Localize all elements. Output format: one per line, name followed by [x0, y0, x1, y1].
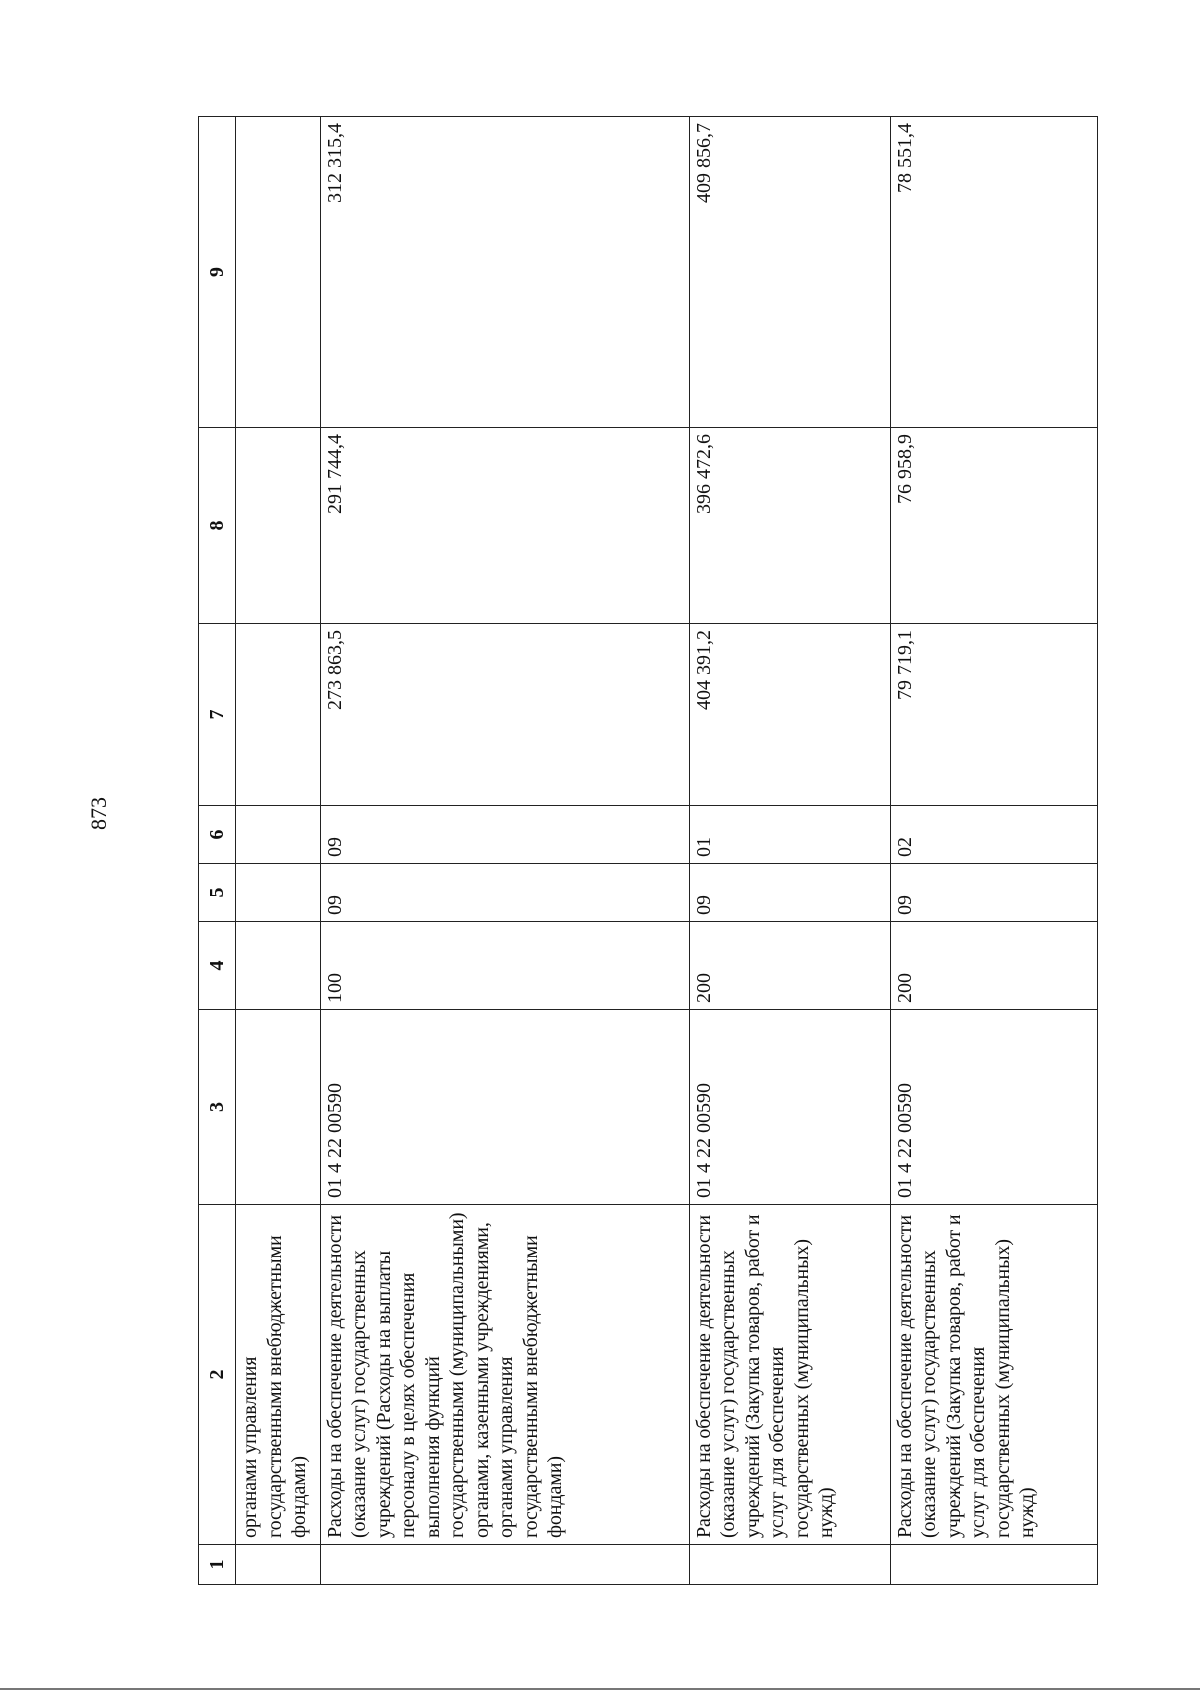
budget-table: [198, 116, 1098, 1585]
table-cell-value: 312 315,4: [320, 117, 689, 428]
table-cell-value: 409 856,7: [689, 117, 890, 428]
table-row: [236, 117, 321, 1585]
column-header: 9: [199, 117, 236, 428]
table-cell: [890, 1545, 1097, 1585]
table-row: [320, 117, 689, 1585]
column-header: 8: [199, 428, 236, 624]
table-cell-value: 78 551,4: [890, 117, 1097, 428]
table-cell: [689, 1545, 890, 1585]
table-cell: 09: [320, 864, 689, 922]
column-header: 2: [199, 1205, 236, 1545]
table-cell-code: 01 4 22 00590: [320, 1010, 689, 1205]
scan-edge-line: [0, 1688, 1200, 1690]
column-header: 1: [199, 1545, 236, 1585]
column-header: 4: [199, 922, 236, 1010]
page-number: 873: [86, 797, 111, 830]
table-cell-value: 404 391,2: [689, 624, 890, 806]
table-cell: 200: [689, 922, 890, 1010]
table-cell: 09: [320, 806, 689, 864]
table-row: [689, 117, 890, 1585]
table-cell-value: 273 863,5: [320, 624, 689, 806]
table-cell-value: 76 958,9: [890, 428, 1097, 624]
table-cell-code: 01 4 22 00590: [689, 1010, 890, 1205]
table-cell: [236, 922, 321, 1010]
table-cell-description: Расходы на обеспечение деятельности (оказание услуг) государственных учреждений (Расходы на выплаты персоналу в целях обеспечения выполнения функций государственными (муниципальными) органами, казенными учреждениями, органами управления государственными внебюджетными фондами): [320, 1205, 689, 1545]
table-cell-description: Расходы на обеспечение деятельности (оказание услуг) государственных учреждений (Закупка товаров, работ и услуг для обеспечения государственных (муниципальных) нужд): [890, 1205, 1097, 1545]
table-cell-code: [236, 1010, 321, 1205]
table-cell: 01: [689, 806, 890, 864]
table-cell: 09: [890, 864, 1097, 922]
table-cell-description: органами управления государственными внебюджетными фондами): [236, 1205, 321, 1545]
table-cell-value: [236, 624, 321, 806]
table-cell: 200: [890, 922, 1097, 1010]
table-cell: [236, 1545, 321, 1585]
table-cell-value: 79 719,1: [890, 624, 1097, 806]
column-header: 6: [199, 806, 236, 864]
table-cell: 100: [320, 922, 689, 1010]
table-cell-description: Расходы на обеспечение деятельности (оказание услуг) государственных учреждений (Закупка товаров, работ и услуг для обеспечения государственных (муниципальных) нужд): [689, 1205, 890, 1545]
table-header-row: [199, 117, 236, 1585]
table-cell: 02: [890, 806, 1097, 864]
column-header: 3: [199, 1010, 236, 1205]
column-header: 7: [199, 624, 236, 806]
table-cell-value: [236, 428, 321, 624]
table-cell-value: [236, 117, 321, 428]
table-cell-value: 291 744,4: [320, 428, 689, 624]
table-cell-value: 396 472,6: [689, 428, 890, 624]
table-cell: [320, 1545, 689, 1585]
table-cell: 09: [689, 864, 890, 922]
table-row: [890, 117, 1097, 1585]
table-cell: [236, 864, 321, 922]
table-cell-code: 01 4 22 00590: [890, 1010, 1097, 1205]
column-header: 5: [199, 864, 236, 922]
rotated-table-container: [198, 117, 1098, 1585]
table-cell: [236, 806, 321, 864]
